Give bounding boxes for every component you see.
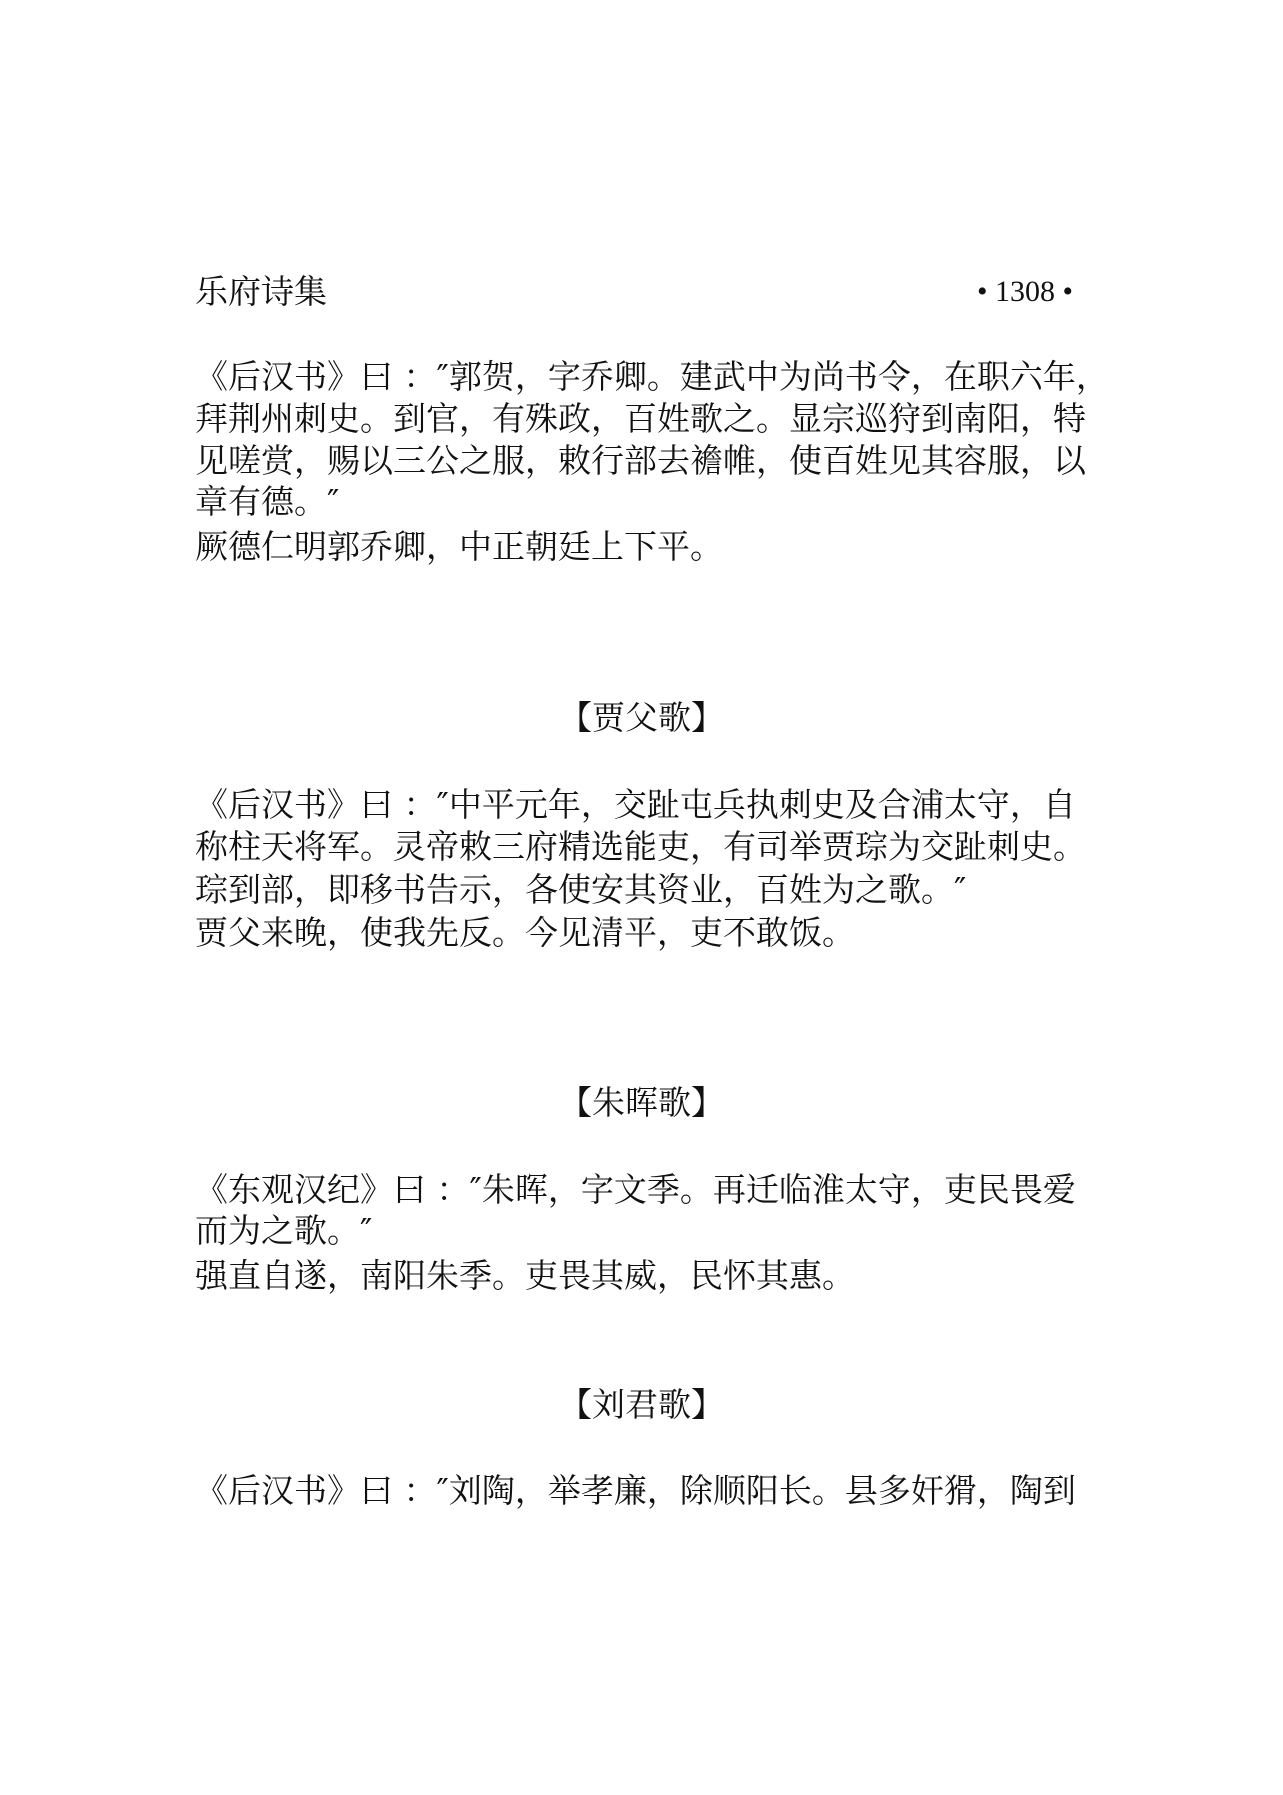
text-line: 拜荆州刺史。到官，有殊政，百姓歌之。显宗巡狩到南阳，特 bbox=[195, 399, 1086, 438]
text-line: 见嗟赏，赐以三公之服，敕行部去襜帷，使百姓见其容服，以 bbox=[195, 441, 1086, 480]
running-header-title: 乐府诗集 bbox=[195, 272, 327, 311]
text-line: 《后汉书》曰 ：″中平元年，交趾屯兵执刺史及合浦太守，自 bbox=[195, 785, 1076, 824]
text-line: 而为之歌。″ bbox=[195, 1211, 373, 1250]
verse-line: 贾父来晚，使我先反。今见清平，吏不敢饭。 bbox=[195, 913, 855, 952]
section-heading: 【贾父歌】 bbox=[559, 698, 724, 737]
page-number: • 1308 • bbox=[976, 275, 1073, 308]
verse-line: 厥德仁明郭乔卿，中正朝廷上下平。 bbox=[195, 527, 723, 566]
verse-line: 强直自遂，南阳朱季。吏畏其威，民怀其惠。 bbox=[195, 1256, 855, 1295]
text-line: 琮到部，即移书告示，各使安其资业，百姓为之歌。″ bbox=[195, 870, 967, 909]
text-line: 称柱天将军。灵帝敕三府精选能吏，有司举贾琮为交趾刺史。 bbox=[195, 827, 1086, 866]
text-line: 《后汉书》曰 ：″刘陶，举孝廉，除顺阳长。县多奸猾，陶到 bbox=[195, 1471, 1076, 1510]
section-heading: 【朱晖歌】 bbox=[559, 1083, 724, 1122]
text-line: 章有德。″ bbox=[195, 482, 340, 521]
text-line: 《东观汉纪》曰 ：″朱晖，字文季。再迁临淮太守，吏民畏爱 bbox=[195, 1170, 1076, 1209]
text-line: 《后汉书》曰 ：″郭贺，字乔卿。建武中为尚书令，在职六年， bbox=[195, 357, 1109, 396]
section-heading: 【刘君歌】 bbox=[559, 1385, 724, 1424]
